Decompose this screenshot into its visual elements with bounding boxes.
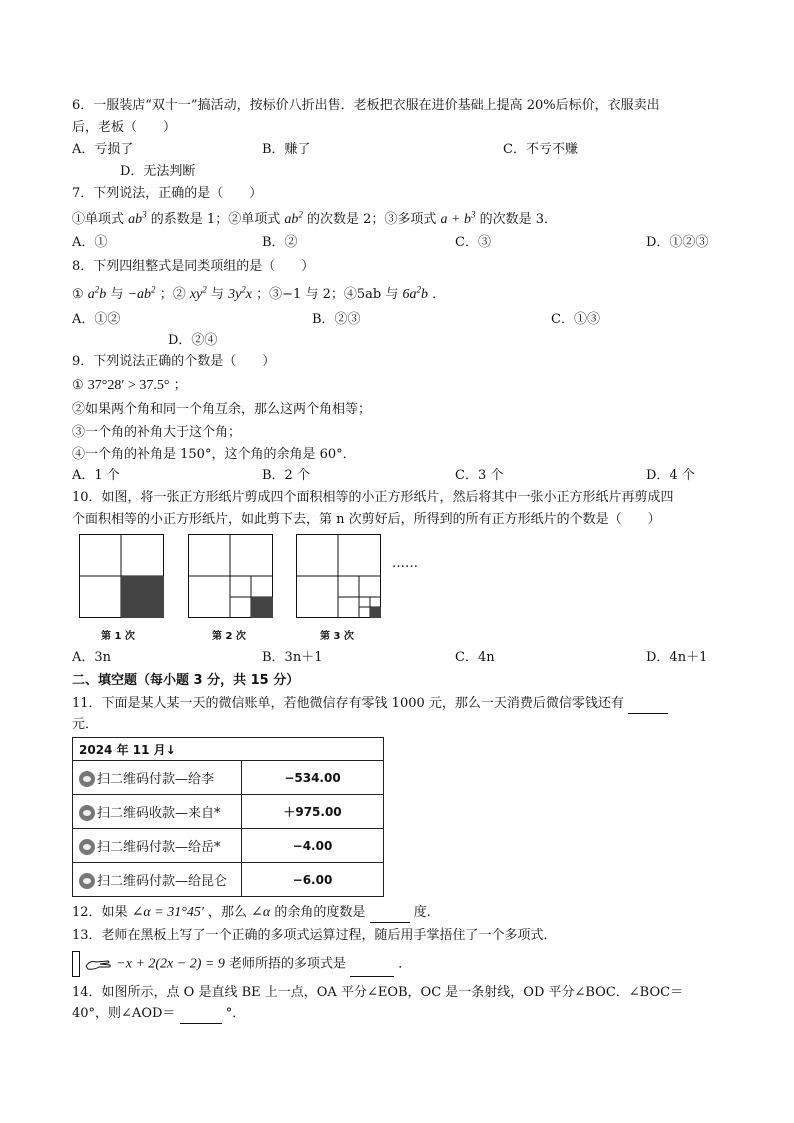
q14-answer-blank[interactable]	[180, 1009, 222, 1024]
figure-cut-1	[79, 534, 165, 618]
q7-stem: 7．下列说法，正确的是（ ）	[72, 186, 263, 201]
q13-expression: −x + 2(2x − 2) = 9	[116, 956, 225, 972]
q7-monomial-2: $ab^2$	[284, 209, 303, 227]
wechat-bill-table	[72, 737, 384, 897]
q8-term-4b: $6a^2b$	[402, 284, 428, 302]
q7-monomial-1: $ab^3$	[128, 209, 147, 227]
q11-text: 11．下面是某人某一天的微信账单，若他微信存有零钱 1000 元，那么一天消费后微信零钱还有	[72, 696, 624, 711]
q12-angle: ∠α	[251, 905, 271, 920]
q6-stem-line1: 6．一服装店“双十一”搞活动，按标价八折出售．老板把衣服在进价基础上提高 20%后标价，衣服卖出	[72, 98, 660, 113]
bill-desc: 扫二维码付款—给岳*	[97, 840, 221, 855]
q8-option-d[interactable]: D．②④	[168, 333, 218, 348]
section-2-title: 二、填空题（每小题 3 分，共 15 分）	[72, 673, 300, 688]
q7-option-a[interactable]: A．①	[72, 235, 108, 250]
bill-desc: 扫二维码付款—给李	[97, 772, 215, 787]
q7-polynomial: $a + b^3$	[440, 209, 476, 227]
q9-option-d[interactable]: D．4 个	[646, 468, 695, 483]
table-row	[73, 795, 384, 829]
hand-palm-icon	[84, 956, 112, 972]
q8-option-b[interactable]: B．②③	[312, 312, 361, 327]
q7-option-b[interactable]: B．②	[262, 235, 298, 250]
q13-text-3: ．	[398, 956, 412, 972]
q8-option-c[interactable]: C．①③	[551, 312, 600, 327]
bill-desc-cell	[73, 863, 242, 897]
q8-text-4: 与	[210, 287, 224, 302]
q10-stem-line1: 10．如图，将一张正方形纸片剪成四个面积相等的小正方形纸片，然后将其中一张小正方形纸片再剪成四	[72, 490, 674, 505]
q10-caption-1: 第 1 次	[101, 631, 135, 642]
figure-cut-2	[188, 534, 274, 618]
q6-option-b[interactable]: B．赚了	[262, 142, 311, 157]
q9-option-c[interactable]: C．3 个	[455, 468, 504, 483]
q9-option-b[interactable]: B．2 个	[262, 468, 310, 483]
q9-item-1	[72, 376, 187, 396]
bill-amount: −534.00	[242, 761, 384, 795]
bill-desc-cell	[73, 761, 242, 795]
q8-option-a[interactable]: A．①②	[72, 312, 121, 327]
q14-text-1: 40°，则∠AOD＝	[72, 1006, 176, 1021]
table-row	[73, 761, 384, 795]
bill-amount: −6.00	[242, 863, 384, 897]
q12-text-4: 度．	[413, 905, 440, 920]
q8-term-2a: $xy^2$	[189, 284, 207, 302]
q12-text-2: ，那么	[208, 905, 248, 920]
q12-answer-blank[interactable]	[370, 908, 410, 923]
q7-text-3: 的次数是 2；③多项式	[306, 212, 437, 227]
q10-option-a[interactable]: A．3n	[72, 650, 112, 665]
q7-option-c[interactable]: C．③	[455, 235, 491, 250]
q10-ellipsis: ……	[392, 556, 418, 571]
q9-item-2: ②如果两个角和同一个角互余，那么这两个角相等；	[72, 402, 372, 417]
q14-stem-line1: 14．如图所示，点 O 是直线 BE 上一点，OA 平分∠EOB，OC 是一条射线，OD 平分∠BOC．∠BOC＝	[72, 985, 684, 1000]
q12-text-1: 12．如果	[72, 905, 128, 920]
q8-text-3: ；②	[159, 287, 186, 302]
figure-cut-3	[296, 534, 382, 618]
q8-groups	[72, 285, 445, 305]
blackboard-icon	[72, 951, 80, 977]
q8-term-1b: $-ab^2$	[127, 284, 156, 302]
q13-stem: 13．老师在黑板上写了一个正确的多项式运算过程，随后用手掌捂住了一个多项式．	[72, 928, 557, 943]
bill-amount: −4.00	[242, 829, 384, 863]
q9-stem: 9．下列说法正确的个数是（ ）	[72, 354, 276, 369]
q10-option-d[interactable]: D．4n＋1	[646, 650, 708, 665]
bill-desc: 扫二维码付款—给昆仑	[97, 874, 228, 889]
q13-text-2: 老师所捂的多项式是	[228, 956, 346, 972]
q6-option-c[interactable]: C．不亏不赚	[503, 142, 578, 157]
q8-text-5: ；③−1 与 2；④5ab 与	[256, 287, 399, 302]
wechat-pay-icon	[79, 839, 95, 855]
bill-desc: 扫二维码收款—来自*	[97, 806, 221, 821]
q12-stem	[72, 903, 440, 923]
q8-stem: 8．下列四组整式是同类项组的是（ ）	[72, 259, 315, 274]
q8-text-6: ．	[432, 287, 446, 302]
q9-item-4: ④一个角的补角是 150°，这个角的余角是 60°．	[72, 447, 356, 462]
q13-expression-line	[72, 951, 411, 977]
q11-stem-line1	[72, 694, 668, 714]
q9-item-3: ③一个角的补角大于这个角；	[72, 425, 242, 440]
q8-text-1: ①	[72, 287, 84, 302]
q6-option-a[interactable]: A．亏损了	[72, 142, 134, 157]
q8-term-1a: $a^2b$	[87, 284, 107, 302]
q7-option-d[interactable]: D．①②③	[646, 235, 709, 250]
q10-option-c[interactable]: C．4n	[455, 650, 495, 665]
q9-item-1-num: ①	[72, 378, 84, 393]
bill-month-header: 2024 年 11 月↓	[73, 738, 384, 761]
q14-text-2: °．	[225, 1006, 246, 1021]
q10-stem-line2: 个面积相等的小正方形纸片，如此剪下去，第 n 次剪好后，所得到的所有正方形纸片的个数是（ ）	[72, 512, 661, 527]
wechat-pay-icon	[79, 873, 95, 889]
q10-caption-3: 第 3 次	[320, 631, 354, 642]
q13-answer-blank[interactable]	[350, 962, 394, 977]
wechat-pay-icon	[79, 805, 95, 821]
q6-option-d[interactable]: D．无法判断	[120, 164, 196, 179]
q11-stem-line2: 元．	[72, 717, 99, 732]
q6-stem-line2: 后，老板（ ）	[72, 120, 177, 135]
q11-answer-blank[interactable]	[628, 699, 668, 714]
bill-amount: ＋975.00	[242, 795, 384, 829]
q9-option-a[interactable]: A．1 个	[72, 468, 120, 483]
bill-desc-cell	[73, 829, 242, 863]
q9-item-1-end: ；	[173, 378, 187, 393]
q10-option-b[interactable]: B．3n＋1	[262, 650, 323, 665]
q12-text-3: 的余角的度数是	[274, 905, 366, 920]
q7-text-2: 的系数是 1；②单项式	[150, 212, 281, 227]
q12-angle-expr: ∠α = 31°45′	[131, 905, 204, 920]
q7-statements	[72, 210, 557, 230]
q9-item-1-expr: 37°28′ > 37.5°	[87, 378, 170, 393]
table-row	[73, 863, 384, 897]
q8-text-2: 与	[110, 287, 124, 302]
bill-desc-cell	[73, 795, 242, 829]
q10-caption-2: 第 2 次	[212, 631, 246, 642]
q8-term-2b: $3y^2x$	[228, 284, 253, 302]
q7-text-1: ①单项式	[72, 212, 125, 227]
table-row	[73, 829, 384, 863]
wechat-pay-icon	[79, 771, 95, 787]
q14-stem-line2	[72, 1004, 245, 1024]
q7-text-4: 的次数是 3．	[479, 212, 558, 227]
